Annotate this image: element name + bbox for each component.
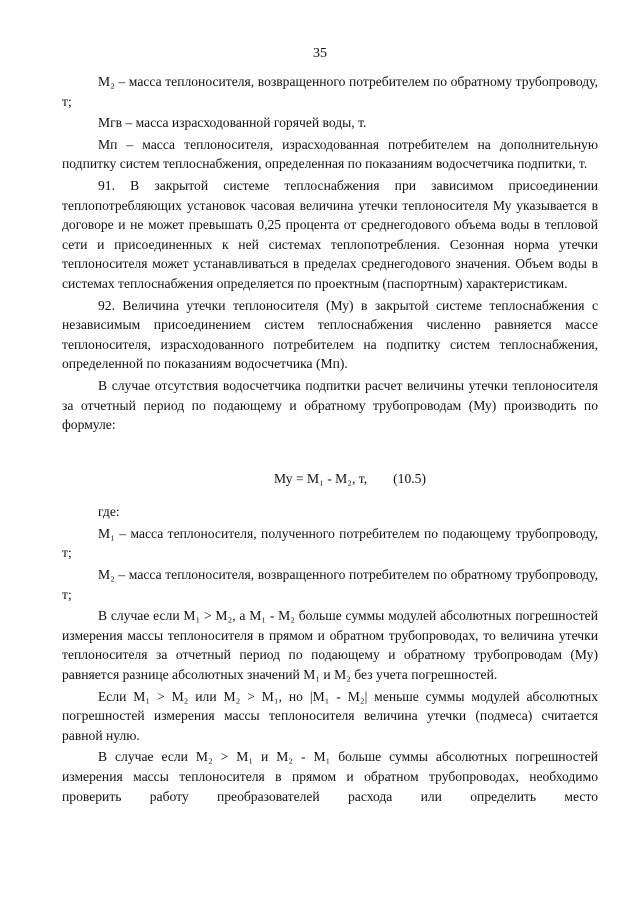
- definition-mgv: Мгв – масса израсходованной горячей воды, т.: [98, 115, 367, 131]
- paragraph-case-abs-less: Если М₁ > М₂ или М₂ > М₁, но |М₁ - М₂| меньше суммы модулей абсолютных погрешностей измерения массы теплоносителя величина утечки (подмеса) считается равной нулю.: [62, 688, 598, 743]
- clause-92: 92. Величина утечки теплоносителя (Му) в закрытой системе теплоснабжения с независимым присоединением систем теплоснабжения численно равняется массе теплоносителя, израсходованного потребителем на подпитку систем теплоснабжения, определенной по показаниям водосчетчика (Мп).: [62, 297, 598, 372]
- paragraph-case-m2-greater: В случае если М₂ > М₁ и М₂ - М₁ больше суммы абсолютных погрешностей измерения массы теплоносителя в прямом и обратном трубопроводах, необходимо проверить работу преобразователей расхода или определить место: [62, 749, 598, 804]
- definition-m1: М₁ – масса теплоносителя, полученного потребителем по подающему трубопроводу, т;: [62, 525, 598, 561]
- definition-mp: Мп – масса теплоносителя, израсходованная потребителем на дополнительную подпитку систем теплоснабжения, определенная по показаниям водосчетчика подпитки, т.: [62, 136, 598, 172]
- paragraph-no-meter: В случае отсутствия водосчетчика подпитки расчет величины утечки теплоносителя за отчетный период по подающему и обратному трубопроводам (Му) производить по формуле:: [62, 377, 598, 433]
- definition-m2: М₂ – масса теплоносителя, возвращенного потребителем по обратному трубопроводу, т;: [62, 74, 598, 109]
- definition-m2-repeat: М₂ – масса теплоносителя, возвращенного потребителем по обратному трубопроводу, т;: [62, 567, 598, 602]
- where-label: где:: [98, 504, 120, 520]
- page-number: 35: [313, 46, 327, 61]
- page-body: [62, 72, 598, 806]
- formula-text: Му = М₁ - М₂, т,: [274, 470, 368, 486]
- clause-91: 91. В закрытой системе теплоснабжения при зависимом присоединении теплопотребляющих установок часовая величина утечки теплоносителя Му указывается в договоре и не может превышать 0,25 процента от среднегодового объема воды в тепловой сети и присоединенных к ней системах теплопотребления. Сезонная норма утечки теплоносителя может устанавливаться в пределах среднегодового значения. Объем воды в системах теплоснабжения определяется по проектным (паспортным) характеристикам.: [62, 177, 598, 291]
- formula-10-5: [62, 469, 598, 489]
- formula-number: (10.5): [393, 470, 426, 486]
- paragraph-case-m1-greater: В случае если М₁ > М₂, а М₁ - М₂ больше суммы модулей абсолютных погрешностей измерения массы теплоносителя в прямом и обратном трубопроводах, то величина утечки теплоносителя за отчетный период по подающему и обратному трубопроводам (Му) равняется разнице абсолютных значений М₁ и М₂ без учета погрешностей.: [62, 608, 598, 683]
